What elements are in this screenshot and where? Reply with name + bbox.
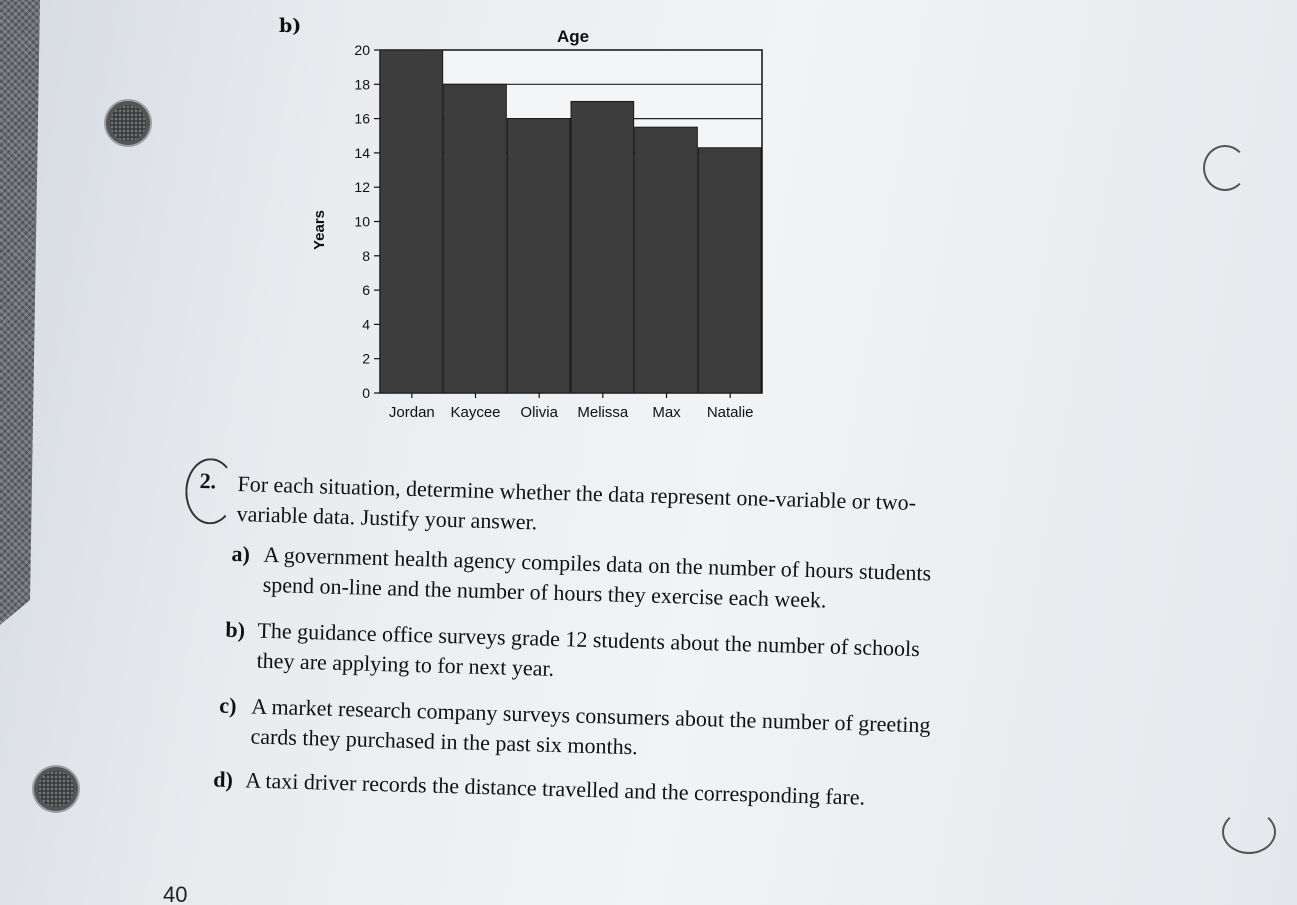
chart-title: Age: [556, 27, 590, 46]
bar-kaycee: [444, 84, 507, 393]
x-tick-label: Olivia: [520, 404, 558, 421]
pencil-mark-right-top: [1203, 145, 1247, 191]
y-tick-label: 10: [354, 213, 370, 230]
bar-jordan: [380, 50, 443, 393]
x-tick-label: Kaycee: [450, 404, 501, 421]
part-text: A government health agency compiles data on the number of hours students spend on-line and the number of hours they exercise each week.: [262, 541, 932, 613]
y-tick-label: 20: [354, 42, 370, 58]
y-tick-label: 6: [362, 282, 370, 299]
pencil-mark-right-bottom: [1222, 810, 1276, 854]
y-tick-label: 0: [362, 385, 370, 401]
part-letter: c): [219, 692, 237, 719]
section-label: b): [279, 15, 302, 37]
bar-melissa: [571, 101, 634, 393]
x-tick-label: Jordan: [388, 404, 435, 421]
punch-hole-top: [106, 101, 150, 145]
page-number: 40: [163, 882, 188, 905]
question-prompt: For each situation, determine whether the data represent one-variable or two-variable data. Justify your answer.: [236, 471, 917, 535]
part-letter: a): [231, 540, 251, 567]
y-tick-label: 4: [362, 316, 370, 333]
x-tick-label: Melissa: [577, 404, 629, 421]
bar-max: [635, 127, 698, 393]
y-tick-label: 12: [354, 179, 370, 196]
bar-natalie: [698, 148, 761, 393]
part-text: A market research company surveys consumers about the number of greeting cards they purchased in the past six months.: [250, 693, 931, 760]
bar-chart: [300, 18, 780, 438]
x-tick-label: Natalie: [706, 404, 754, 421]
part-letter: d): [212, 766, 234, 793]
plot-area: [354, 42, 762, 421]
part-letter: b): [225, 616, 246, 643]
y-tick-label: 18: [354, 76, 370, 93]
y-axis-label: Years: [311, 209, 328, 251]
y-tick-label: 14: [354, 144, 370, 161]
bar-olivia: [507, 119, 570, 393]
part-text: The guidance office surveys grade 12 students about the number of schools they are applying to for next year.: [256, 617, 921, 681]
punch-hole-bottom: [34, 767, 78, 811]
x-tick-label: Max: [652, 404, 681, 421]
y-tick-label: 2: [362, 350, 370, 367]
y-tick-label: 8: [362, 247, 370, 264]
question-number: 2.: [199, 468, 217, 494]
y-tick-label: 16: [354, 110, 370, 127]
part-text: A taxi driver records the distance travelled and the corresponding fare.: [244, 767, 866, 810]
